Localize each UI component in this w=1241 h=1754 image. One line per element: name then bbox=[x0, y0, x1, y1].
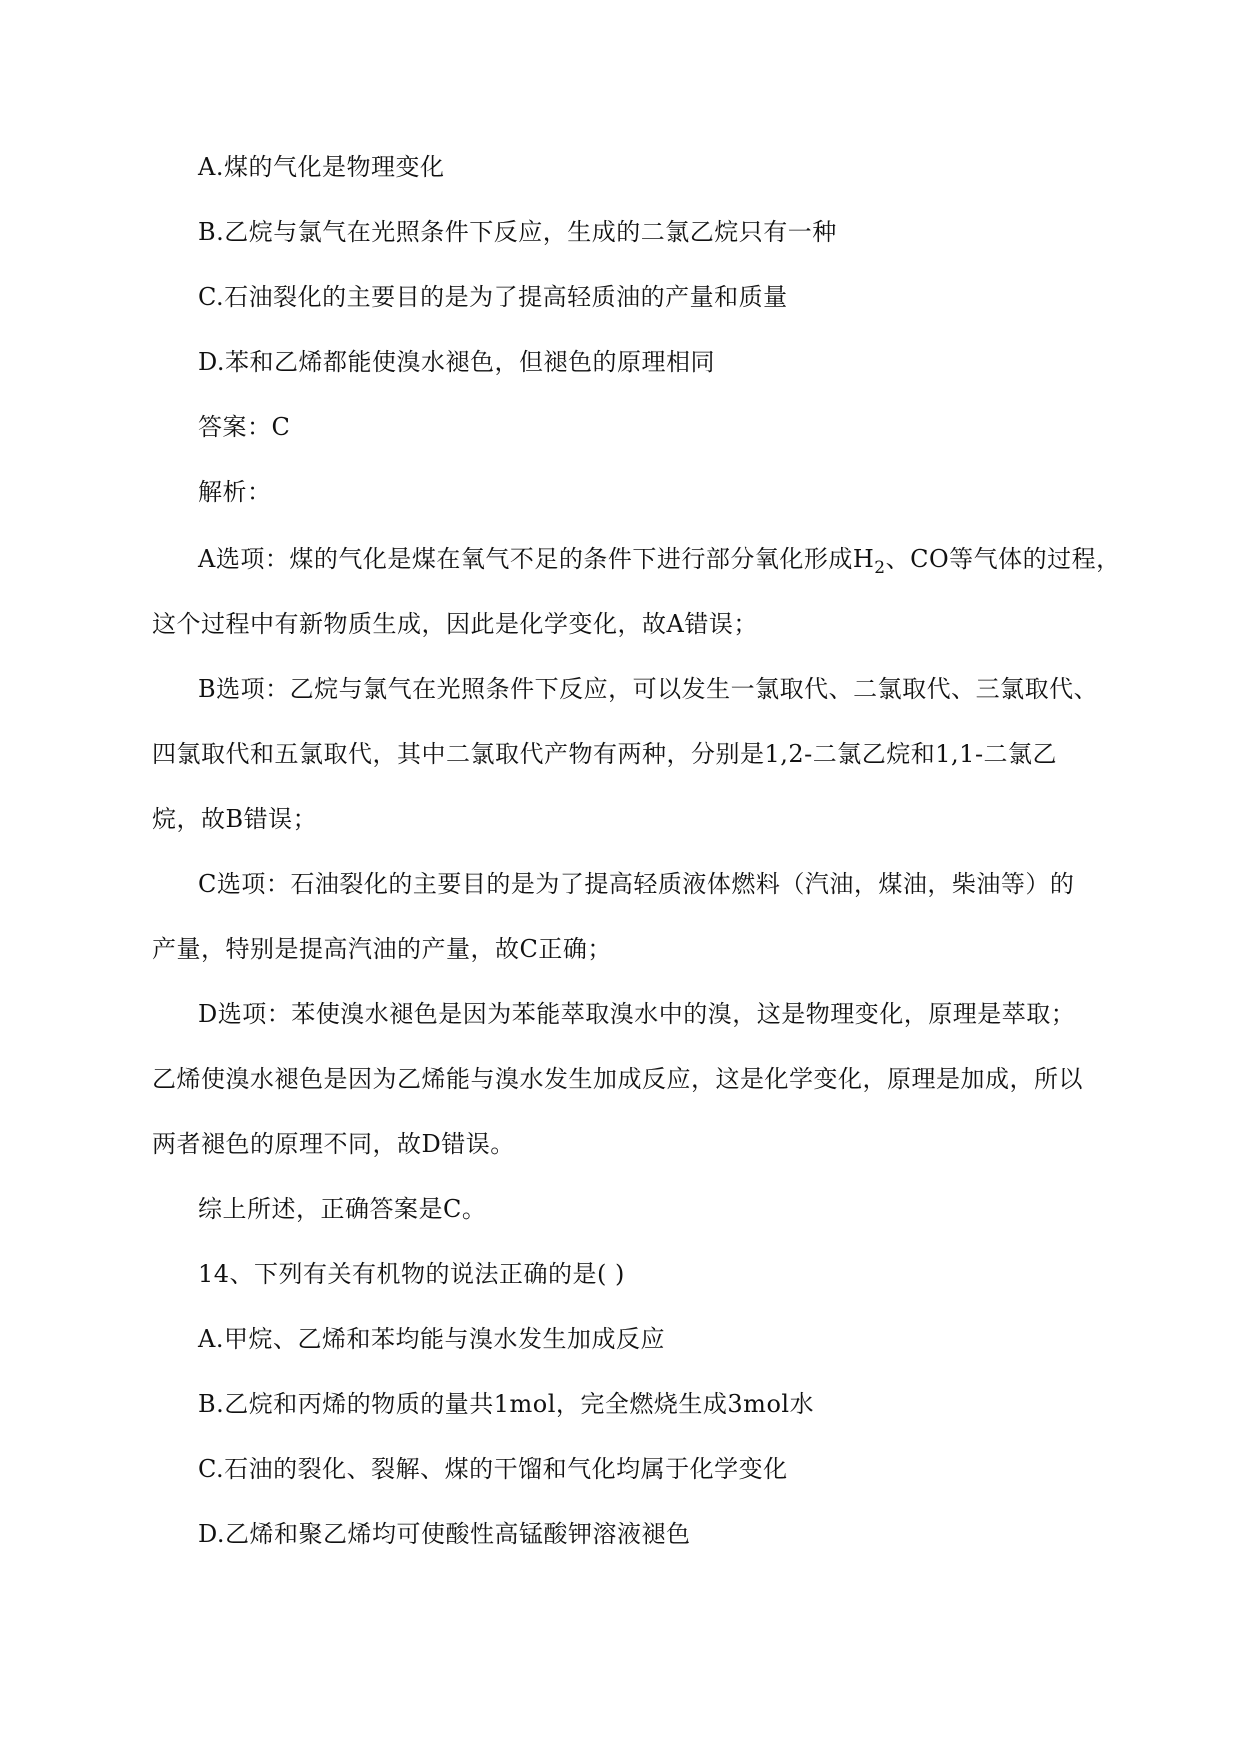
q14-option-d: D.乙烯和聚乙烯均可使酸性高锰酸钾溶液褪色 bbox=[198, 1520, 691, 1548]
q13-option-b: B.乙烷与氯气在光照条件下反应，生成的二氯乙烷只有一种 bbox=[198, 218, 837, 246]
analysis-c-line-2: 产量，特别是提高汽油的产量，故C正确； bbox=[152, 935, 612, 963]
analysis-a-line-1-text: A选项：煤的气化是煤在氧气不足的条件下进行部分氧化形成H bbox=[198, 545, 875, 573]
subscript-2: 2 bbox=[874, 558, 886, 578]
analysis-a-line-2: 这个过程中有新物质生成，因此是化学变化，故A错误； bbox=[152, 610, 758, 638]
analysis-c-line-1: C选项：石油裂化的主要目的是为了提高轻质液体燃料（汽油，煤油，柴油等）的 bbox=[198, 870, 1075, 898]
q13-summary: 综上所述，正确答案是C。 bbox=[198, 1195, 487, 1223]
analysis-b-line-1: B选项：乙烷与氯气在光照条件下反应，可以发生一氯取代、二氯取代、三氯取代、 bbox=[198, 675, 1099, 703]
analysis-a-line-1-tail: 、CO等气体的过程， bbox=[885, 545, 1121, 573]
q14-option-a: A.甲烷、乙烯和苯均能与溴水发生加成反应 bbox=[198, 1325, 665, 1353]
q13-option-a: A.煤的气化是物理变化 bbox=[198, 153, 445, 181]
q13-option-c: C.石油裂化的主要目的是为了提高轻质油的产量和质量 bbox=[198, 283, 788, 311]
analysis-b-line-2: 四氯取代和五氯取代，其中二氯取代产物有两种，分别是1,2-二氯乙烷和1,1-二氯乙 bbox=[152, 740, 1058, 768]
q13-analysis-label: 解析： bbox=[198, 478, 272, 506]
q13-answer: 答案：C bbox=[198, 413, 291, 441]
q14-option-c: C.石油的裂化、裂解、煤的干馏和气化均属于化学变化 bbox=[198, 1455, 788, 1483]
q13-option-d: D.苯和乙烯都能使溴水褪色，但褪色的原理相同 bbox=[198, 348, 716, 376]
analysis-d-line-1: D选项：苯使溴水褪色是因为苯能萃取溴水中的溴，这是物理变化，原理是萃取； bbox=[198, 1000, 1076, 1028]
q14-stem: 14、下列有关有机物的说法正确的是( ) bbox=[198, 1260, 625, 1288]
analysis-a-line-1 bbox=[198, 542, 1121, 585]
analysis-b-line-3: 烷，故B错误； bbox=[152, 805, 318, 833]
q14-option-b: B.乙烷和丙烯的物质的量共1mol，完全燃烧生成3mol水 bbox=[198, 1390, 815, 1418]
analysis-d-line-2: 乙烯使溴水褪色是因为乙烯能与溴水发生加成反应，这是化学变化，原理是加成，所以 bbox=[152, 1065, 1083, 1093]
analysis-d-line-3: 两者褪色的原理不同，故D错误。 bbox=[152, 1130, 515, 1158]
